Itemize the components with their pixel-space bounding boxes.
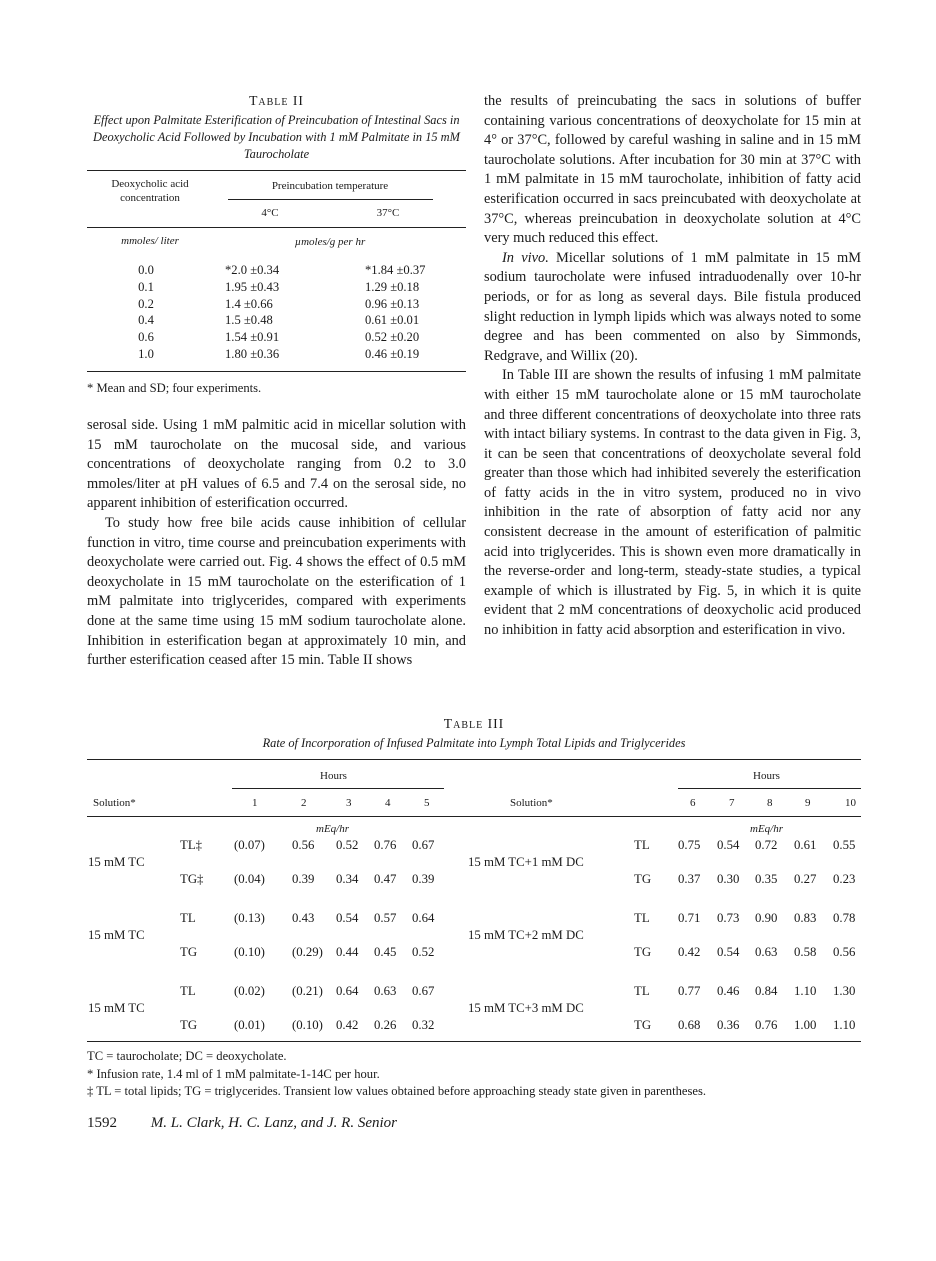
table3-cell: 0.42 xyxy=(678,945,701,959)
table3-cell: (0.21) xyxy=(292,984,323,998)
table3-cell: 0.52 xyxy=(336,838,359,852)
table3-cell: (0.07) xyxy=(234,838,265,852)
table3-footnote-3: ‡ TL = total lipids; TG = triglycerides. Transient low values obtained before approaching steady state given in parentheses. xyxy=(87,1084,707,1098)
table3-bottom-rule xyxy=(87,1041,861,1042)
table2-cell-conc: 0.4 xyxy=(138,313,154,328)
table3-cell: 0.42 xyxy=(336,1018,359,1032)
table3-cell: (0.02) xyxy=(234,984,265,998)
table2-row xyxy=(87,329,466,346)
table3-hours-right: Hours xyxy=(753,770,780,782)
table3-right-type: TG xyxy=(634,872,652,886)
table2-cell-37c: 0.46 ±0.19 xyxy=(365,346,420,361)
table2-cell-4c: 1.4 ±0.66 xyxy=(225,296,273,311)
table3-cell: 0.83 xyxy=(794,911,817,925)
table3-right-solution: 15 mM TC+1 mM DC xyxy=(468,855,584,869)
table3-solution-label-right: Solution* xyxy=(510,797,553,809)
table3-cell: 0.32 xyxy=(412,1018,435,1032)
right-paragraph-1: the results of preincubating the sacs in solutions of buffer containing various concentrations of deoxycholate for 15 min at 4° or 37°C, followed by careful washing in saline and in 15 mM taurocholate solutions. After incubation for 30 min at 37°C with 1 mM palmitate in 15 mM taurocholate, inhibition of fatty acid esterification occurred in sacs preincubated with deoxycholate at 37°C, whereas preincubation in deoxycholate solution at 4°C very much reduced this effect. xyxy=(484,93,861,247)
table2-cell-37c: 1.29 ±0.18 xyxy=(365,279,420,294)
table3-cell: 0.23 xyxy=(833,872,856,886)
table3-cell: 0.56 xyxy=(833,945,856,959)
table2-col-4c: 4°C xyxy=(261,207,279,219)
table2-cell-4c: 1.95 ±0.43 xyxy=(225,279,280,294)
table3-cell: 0.84 xyxy=(755,984,778,998)
table3-cell: (0.04) xyxy=(234,872,265,886)
table3-hour-header: 10 xyxy=(845,797,856,809)
table2-top-rule xyxy=(87,170,466,171)
table3-hour-header: 4 xyxy=(385,797,391,809)
table3-cell: 0.30 xyxy=(717,872,740,886)
table3-left-type: TG‡ xyxy=(180,872,204,886)
table2-cell-37c: 0.52 ±0.20 xyxy=(365,330,420,345)
table3-caption: Rate of Incorporation of Infused Palmitate into Lymph Total Lipids and Triglycerides xyxy=(262,736,686,750)
table3-cell: 0.26 xyxy=(374,1018,397,1032)
table3-cell: 0.67 xyxy=(412,984,435,998)
table2-cell-4c: *2.0 ±0.34 xyxy=(225,263,280,277)
left-column-text xyxy=(87,416,466,671)
table2-row xyxy=(87,296,466,313)
table3-cell: 0.63 xyxy=(374,984,397,998)
table3-top-rule xyxy=(87,759,861,760)
table3-cell: (0.10) xyxy=(234,945,265,959)
table3-left-solution: 15 mM TC xyxy=(88,1001,145,1015)
table2-caption: Effect upon Palmitate Esterification of Preincubation of Intestinal Sacs in Deoxycholic Acid Followed by Incubation with 1 mM Palmitate in 15 mM Taurocholate xyxy=(93,113,460,161)
table3-hour-header: 6 xyxy=(690,797,696,809)
table3-right-solution: 15 mM TC+3 mM DC xyxy=(468,1001,584,1015)
in-vivo-heading: In vivo. xyxy=(502,249,549,266)
table3-cell: 0.56 xyxy=(292,838,315,852)
table3-left-solution: 15 mM TC xyxy=(88,855,145,869)
table2-cell-37c: *1.84 ±0.37 xyxy=(365,263,426,277)
table2-cell-4c: 1.5 ±0.48 xyxy=(225,313,273,328)
table3-cell: 0.63 xyxy=(755,945,778,959)
table3-cell: 1.10 xyxy=(794,984,817,998)
table3-right-type: TL xyxy=(634,911,650,925)
table3-cell: 0.27 xyxy=(794,872,817,886)
table3-hour-header: 8 xyxy=(767,797,773,809)
table3-cell: 0.76 xyxy=(374,838,397,852)
table3-cell: 0.39 xyxy=(412,872,435,886)
authors: M. L. Clark, H. C. Lanz, and J. R. Senior xyxy=(150,1115,398,1131)
table3-right-solution: 15 mM TC+2 mM DC xyxy=(468,928,584,942)
table3-left-type: TG xyxy=(180,1018,198,1032)
table3-cell: 0.46 xyxy=(717,984,740,998)
table2-col-header-conc: Deoxycholic acid concentration xyxy=(111,178,189,204)
table3-cell: 0.37 xyxy=(678,872,701,886)
table3-cell: 0.43 xyxy=(292,911,315,925)
page-footer xyxy=(87,1115,397,1132)
table3-footnote-2: * Infusion rate, 1.4 ml of 1 mM palmitate-1-14C per hour. xyxy=(87,1066,380,1081)
table3-cell: 0.34 xyxy=(336,872,359,886)
table3-cell: 0.54 xyxy=(717,945,740,959)
table3-cell: 0.68 xyxy=(678,1018,701,1032)
table3-left-type: TG xyxy=(180,945,198,959)
table3-hour-header: 7 xyxy=(729,797,735,809)
right-paragraph-3: In Table III are shown the results of infusing 1 mM palmitate with either 15 mM taurocholate alone or 15 mM taurocholate and three different concentrations of deoxycholate into three rats with intact biliary systems. In contrast to the data given in Fig. 3, it can be seen that concentrations of deoxycholate several fold greater than those which had inhibited severely the esterification of fatty acids in the in vitro system, produced no in vivo inhibition in the rate of absorption of fatty acid nor any consistent decrease in the amount of esterification of palmitic acid into triglycerides. This is shown even more dramatically in the reverse-order and long-term, steady-state studies, a typical example of which is illustrated by Fig. 5, in which it is quite evident that 2 mM concentrations of deoxycholic acid produced no inhibition in fatty acid absorption and esterification in vivo. xyxy=(484,367,861,639)
table2-title: Table II xyxy=(249,93,304,108)
table2-cell-conc: 0.1 xyxy=(138,279,154,294)
table3-header-rule xyxy=(87,816,861,817)
table3-solution-label-left: Solution* xyxy=(93,797,136,809)
table3-hour-header: 1 xyxy=(252,797,258,809)
table3-hours-left: Hours xyxy=(320,770,347,782)
table2-row xyxy=(87,346,466,363)
table2-row xyxy=(87,262,466,279)
table3-footnotes xyxy=(87,1048,706,1101)
table3-cell: 0.76 xyxy=(755,1018,778,1032)
table3-cell: 0.58 xyxy=(794,945,817,959)
table3-right-type: TG xyxy=(634,945,652,959)
table2-cell-37c: 0.61 ±0.01 xyxy=(365,313,420,328)
table2-cell-conc: 0.2 xyxy=(138,296,154,311)
table3-cell: 0.61 xyxy=(794,838,817,852)
table3-cell: 0.44 xyxy=(336,945,359,959)
table3-cell: 0.78 xyxy=(833,911,856,925)
table3-right-type: TL xyxy=(634,838,650,852)
table2-group-rule xyxy=(228,199,433,200)
table3-cell: 1.30 xyxy=(833,984,856,998)
page-number: 1592 xyxy=(87,1115,117,1131)
table3-title: Table III xyxy=(443,716,505,731)
table2-header-rule xyxy=(87,227,466,228)
table3-left-type: TL‡ xyxy=(180,838,203,852)
table2-footnote: * Mean and SD; four experiments. xyxy=(87,381,262,395)
table3-cell: 0.54 xyxy=(717,838,740,852)
table2-col-header-group: Preincubation temperature xyxy=(271,180,389,192)
table3-cell: 0.64 xyxy=(412,911,435,925)
table3-cell: 0.73 xyxy=(717,911,740,925)
table3-hour-header: 2 xyxy=(301,797,307,809)
table3-cell: 0.39 xyxy=(292,872,315,886)
table3-hour-header: 5 xyxy=(424,797,430,809)
table2-row xyxy=(87,312,466,329)
table2-unit-conc: mmoles/ liter xyxy=(121,235,179,247)
left-paragraph-1: serosal side. Using 1 mM palmitic acid in micellar solution with 15 mM taurocholate on the mucosal side, and various concentrations of deoxycholate ranging from 0.2 to 3.0 mmoles/liter at pH values of 6.5 and 7.4 on the serosal side, no apparent inhibition of esterification occurred. xyxy=(87,417,466,512)
left-paragraph-2: To study how free bile acids cause inhibition of cellular function in vitro, time course and preincubation experiments with deoxycholate were carried out. Fig. 4 shows the effect of 0.5 mM deoxycholate in 15 mM taurocholate on the esterification of 1 mM palmitate into triglycerides, compared with experiments done at the same time using 15 mM sodium taurocholate alone. Inhibition in esterification began at approximately 10 min, and further esterification ceased after 15 min. Table II shows xyxy=(87,514,466,669)
table3-cell: 0.77 xyxy=(678,984,701,998)
table3-left-solution: 15 mM TC xyxy=(88,928,145,942)
table3-cell: 0.55 xyxy=(833,838,856,852)
table3-hours-rule-right xyxy=(678,788,861,789)
table3-cell: 0.36 xyxy=(717,1018,740,1032)
right-paragraph-2-body: Micellar solutions of 1 mM palmitate in 15 mM sodium taurocholate were infused intraduodenally over 10-hr periods, or for as long as several days. Bile fistula produced slight reduction in lymph lipids which was always noted to some degree and has been commented on also by Simmonds, Redgrave, and Willix (20). xyxy=(484,249,861,364)
table3-cell: (0.01) xyxy=(234,1018,265,1032)
table3-cell: 0.64 xyxy=(336,984,359,998)
table3-cell: 0.45 xyxy=(374,945,397,959)
table3-cell: 0.52 xyxy=(412,945,435,959)
table3-footnote-1: TC = taurocholate; DC = deoxycholate. xyxy=(87,1049,287,1063)
table2-body xyxy=(87,262,466,363)
table3-cell: 0.54 xyxy=(336,911,359,925)
table2-cell-conc: 1.0 xyxy=(138,346,154,361)
table2-bottom-rule xyxy=(87,371,466,372)
table3-cell: 0.47 xyxy=(374,872,397,886)
table3-cell: 1.00 xyxy=(794,1018,817,1032)
table2-cell-4c: 1.80 ±0.36 xyxy=(225,346,280,361)
table3-hour-header: 3 xyxy=(346,797,352,809)
table2-cell-4c: 1.54 ±0.91 xyxy=(225,330,280,345)
table2-cell-37c: 0.96 ±0.13 xyxy=(365,296,420,311)
table2-unit-group: µmoles/g per hr xyxy=(294,236,366,248)
table3-cell: 0.35 xyxy=(755,872,778,886)
table3-right-type: TL xyxy=(634,984,650,998)
table3-cell: 0.72 xyxy=(755,838,778,852)
table3-unit-left: mEq/hr xyxy=(316,823,349,835)
table3-cell: 0.71 xyxy=(678,911,701,925)
right-paragraph-2 xyxy=(484,249,861,367)
table3-cell: (0.29) xyxy=(292,945,323,959)
table3-left-type: TL xyxy=(180,984,196,998)
table2-col-37c: 37°C xyxy=(376,207,400,219)
table3-cell: 0.75 xyxy=(678,838,701,852)
table3-cell: (0.10) xyxy=(292,1018,323,1032)
table3-cell: 1.10 xyxy=(833,1018,856,1032)
table3-left-type: TL xyxy=(180,911,196,925)
table3-cell: (0.13) xyxy=(234,911,265,925)
table3-hours-rule-left xyxy=(232,788,444,789)
table3-unit-right: mEq/hr xyxy=(750,823,783,835)
table2-cell-conc: 0.0 xyxy=(138,263,154,277)
right-column-text xyxy=(484,92,861,641)
table3-cell: 0.67 xyxy=(412,838,435,852)
table2-cell-conc: 0.6 xyxy=(138,330,154,345)
table2-row xyxy=(87,279,466,296)
table3-cell: 0.57 xyxy=(374,911,397,925)
table3-cell: 0.90 xyxy=(755,911,778,925)
table3-right-type: TG xyxy=(634,1018,652,1032)
table3-hour-header: 9 xyxy=(805,797,811,809)
